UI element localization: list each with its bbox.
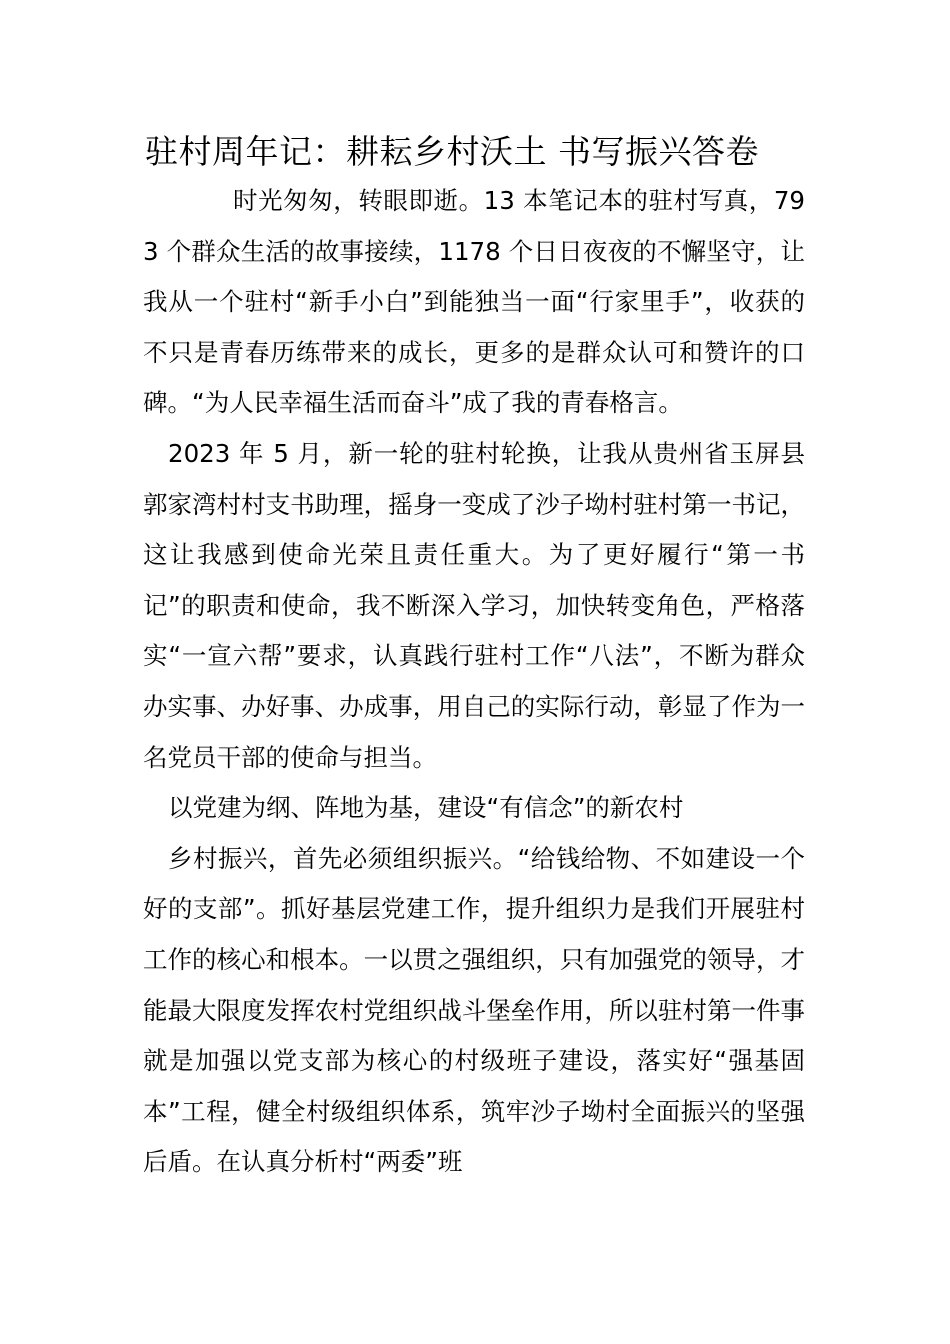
paragraph: 2023 年 5 月，新一轮的驻村轮换，让我从贵州省玉屏县郭家湾村村支书助理，摇身一变成了沙子坳村驻村第一书记，这让我感到使命光荣且责任重大。为了更好履行“第一书记”的职责和使命，我不断深入学习，加快转变角色，严格落实“一宣六帮”要求，认真践行驻村工作“八法”，不断为群众办实事、办好事、办成事，用自己的实际行动，彰显了作为一名党员干部的使命与担当。 <box>143 438 805 772</box>
document-body <box>143 176 805 1188</box>
document-title: 驻村周年记：耕耘乡村沃土 书写振兴答卷 <box>145 132 759 171</box>
paragraph: 乡村振兴，首先必须组织振兴。“给钱给物、不如建设一个好的支部”。抓好基层党建工作，提升组织力是我们开展驻村工作的核心和根本。一以贯之强组织，只有加强党的领导，才能最大限度发挥农村党组织战斗堡垒作用，所以驻村第一件事就是加强以党支部为核心的村级班子建设，落实好“强基固本”工程，健全村级组织体系，筑牢沙子坳村全面振兴的坚强后盾。在认真分析村“两委”班 <box>143 843 805 1177</box>
paragraph: 时光匆匆，转眼即逝。13 本笔记本的驻村写真，793 个群众生活的故事接续，1178 个日日夜夜的不懈坚守，让我从一个驻村“新手小白”到能独当一面“行家里手”，收获的不只是青春历练带来的成长，更多的是群众认可和赞许的口碑。“为人民幸福生活而奋斗”成了我的青春格言。 <box>143 186 805 418</box>
section-heading: 以党建为纲、阵地为基，建设“有信念”的新农村 <box>168 793 684 823</box>
